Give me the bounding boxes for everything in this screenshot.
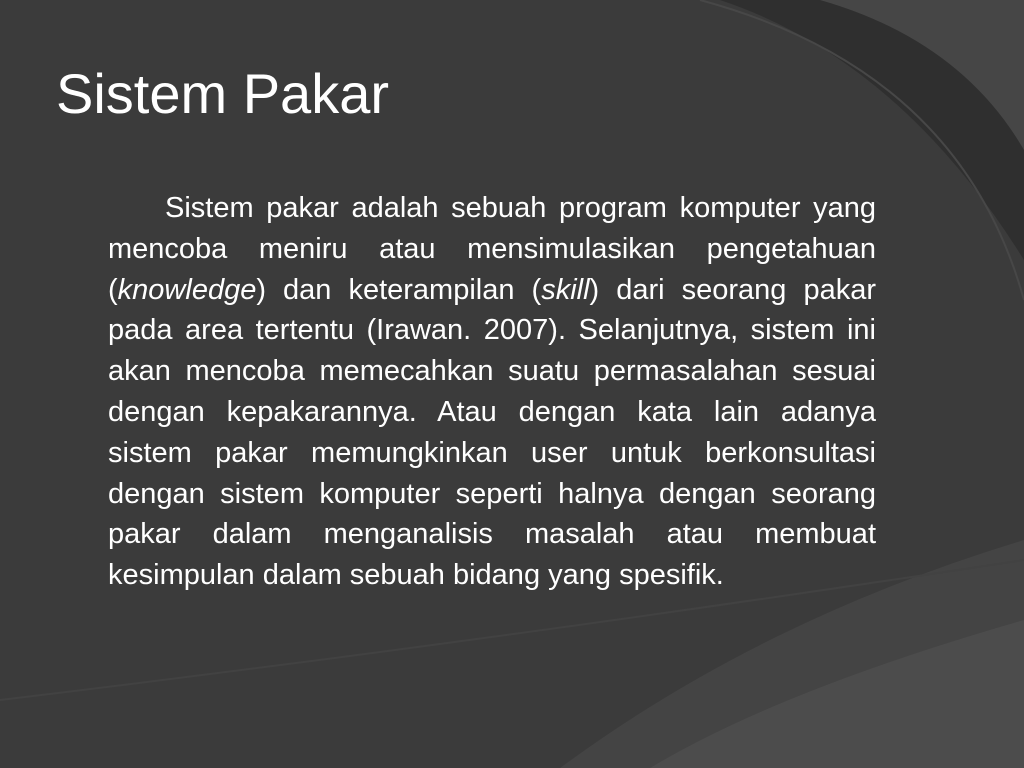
body-text-part-2: ) dan keterampilan ( [256, 273, 542, 306]
body-text-part-1: Sistem pakar adalah sebuah program komputer yang mencoba meniru atau mensimulasikan pengetahuan ( [108, 192, 876, 306]
body-italic-skill: skill [541, 273, 590, 306]
body-text-part-3: ) dari seorang pakar pada area tertentu (Irawan. 2007). Selanjutnya, sistem ini akan mencoba memecahkan suatu permasalahan sesuai dengan kepakarannya. Atau dengan kata lain adanya sistem pakar memungkinkan user untuk berkonsultasi dengan sistem komputer seperti halnya dengan seorang pakar dalam menganalisis masalah atau membuat kesimpulan dalam sebuah bidang yang spesifik. [108, 273, 877, 592]
body-italic-knowledge: knowledge [117, 273, 257, 306]
slide-title: Sistem Pakar [56, 62, 389, 125]
slide-body-paragraph [108, 188, 876, 596]
